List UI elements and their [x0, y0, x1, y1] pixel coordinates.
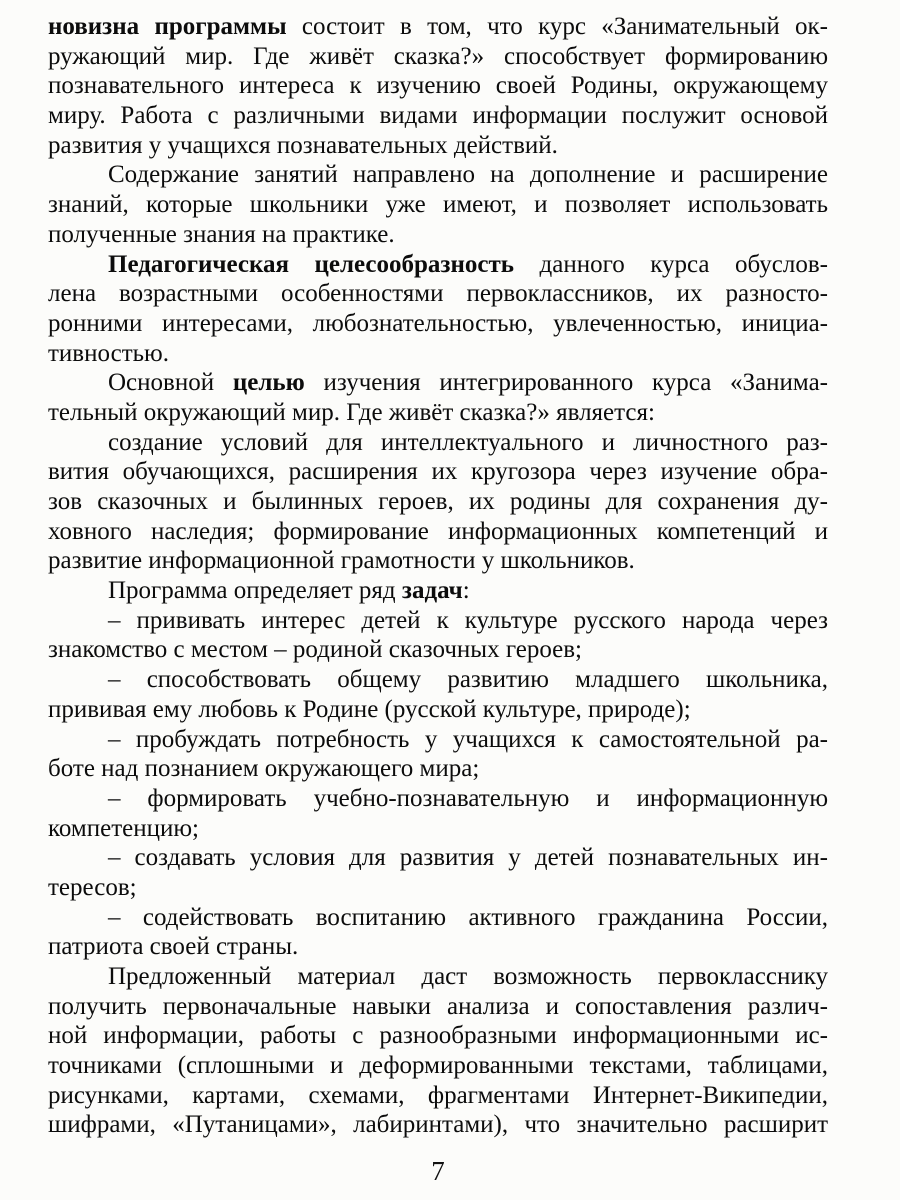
text-line: [48, 576, 828, 606]
text-line: [48, 962, 828, 992]
text-line: [48, 428, 828, 458]
text-run: изучения интегрированного курса «Занима-: [304, 369, 828, 397]
text-run: состоит в том, что курс «Занимательный ок-: [286, 13, 828, 40]
text-run: тересов;: [48, 873, 137, 901]
text-line: [48, 487, 828, 517]
text-run: зов сказочных и былинных героев, их родины для сохранения ду-: [48, 488, 828, 515]
text-run: развития у учащихся познавательных действий.: [48, 131, 558, 159]
text-line: [48, 368, 828, 398]
text-line: [48, 42, 828, 72]
page-number: 7: [431, 1156, 445, 1186]
text-run: знакомство с местом – родиной сказочных героев;: [48, 636, 582, 664]
text-line: [48, 517, 828, 547]
text-run: тельный окружающий мир. Где живёт сказка?» является:: [48, 398, 655, 426]
text-line: [48, 754, 828, 784]
text-line: [48, 873, 828, 903]
text-line: [48, 1110, 828, 1140]
text-run: ховного наследия; формирование информационных компетенций и: [48, 517, 828, 545]
text-run: – пробуждать потребность у учащихся к самостоятельной ра-: [108, 725, 828, 753]
text-run: – формировать учебно-познавательную и информационную: [108, 784, 828, 812]
text-line: [48, 932, 828, 962]
text-run: – создавать условия для развития у детей познавательных ин-: [108, 844, 828, 872]
text-run: – прививать интерес детей к культуре русского народа через: [108, 606, 828, 634]
text-line: [48, 131, 828, 161]
text-line: [48, 1081, 828, 1111]
text-run: прививая ему любовь к Родине (русской культуре, природе);: [48, 695, 691, 723]
text-line: [48, 665, 828, 695]
text-line: [48, 992, 828, 1022]
text-line: [48, 101, 828, 131]
bold-text-run: целью: [232, 369, 305, 397]
text-run: полученные знания на практике.: [48, 220, 395, 248]
text-run: создание условий для интеллектуального и личностного раз-: [108, 428, 828, 456]
text-line: [48, 71, 828, 101]
text-run: рисунками, картами, схемами, фрагментами Интернет-Википедии,: [48, 1081, 828, 1109]
text-run: компетенцию;: [48, 814, 199, 842]
text-line: [48, 309, 828, 339]
text-run: – содействовать воспитанию активного гражданина России,: [108, 903, 828, 931]
document-text: [48, 12, 828, 1140]
text-line: [48, 457, 828, 487]
text-run: Основной: [108, 369, 233, 397]
text-run: познавательного интереса к изучению своей Родины, окружающему: [48, 72, 828, 100]
text-line: [48, 635, 828, 665]
text-run: точниками (сплошными и деформированными текстами, таблицами,: [48, 1052, 828, 1080]
text-line: [48, 784, 828, 814]
text-line: [48, 606, 828, 636]
text-run: ной информации, работы с разнообразными информационными ис-: [48, 1022, 828, 1050]
text-run: ружающий мир. Где живёт сказка?» способствует формированию: [48, 42, 828, 70]
text-line: [48, 1021, 828, 1051]
text-run: шифрами, «Путаницами», лабиринтами), что значительно расширит: [48, 1111, 828, 1139]
bold-text-run: задач: [401, 577, 463, 605]
text-run: Предложенный материал даст возможность первокласснику: [108, 963, 828, 990]
text-run: :: [462, 577, 470, 605]
text-run: развитие информационной грамотности у школьников.: [48, 547, 635, 575]
text-line: [48, 339, 828, 369]
text-run: патриота своей страны.: [48, 933, 299, 961]
text-run: знаний, которые школьники уже имеют, и позволяет использовать: [48, 191, 828, 219]
text-line: [48, 814, 828, 844]
text-line: [48, 12, 828, 42]
text-line: [48, 160, 828, 190]
text-run: ронними интересами, любознательностью, увлеченностью, инициа-: [48, 309, 828, 337]
text-run: Содержание занятий направлено на дополнение и расширение: [108, 161, 828, 189]
text-run: данного курса обуслов-: [513, 250, 828, 278]
text-line: [48, 220, 828, 250]
text-run: – способствовать общему развитию младшего школьника,: [108, 666, 828, 694]
text-line: [48, 843, 828, 873]
text-run: миру. Работа с различными видами информации послужит основой: [48, 102, 828, 130]
bold-text-run: новизна программы: [48, 13, 287, 40]
text-run: вития обучающихся, расширения их кругозора через изучение обра-: [48, 458, 828, 486]
text-line: [48, 903, 828, 933]
text-line: [48, 190, 828, 220]
text-run: получить первоначальные навыки анализа и сопоставления различ-: [48, 992, 828, 1020]
bold-text-run: Педагогическая целесообразность: [108, 250, 514, 278]
text-line: [48, 279, 828, 309]
text-line: [48, 546, 828, 576]
text-line: [48, 250, 828, 280]
text-run: боте над познанием окружающего мира;: [48, 755, 480, 783]
text-run: Программа определяет ряд: [108, 577, 402, 605]
text-run: лена возрастными особенностями первоклассников, их разносто-: [48, 280, 828, 308]
text-line: [48, 695, 828, 725]
text-line: [48, 398, 828, 428]
text-line: [48, 1051, 828, 1081]
text-run: тивностью.: [48, 339, 169, 367]
text-line: [48, 725, 828, 755]
